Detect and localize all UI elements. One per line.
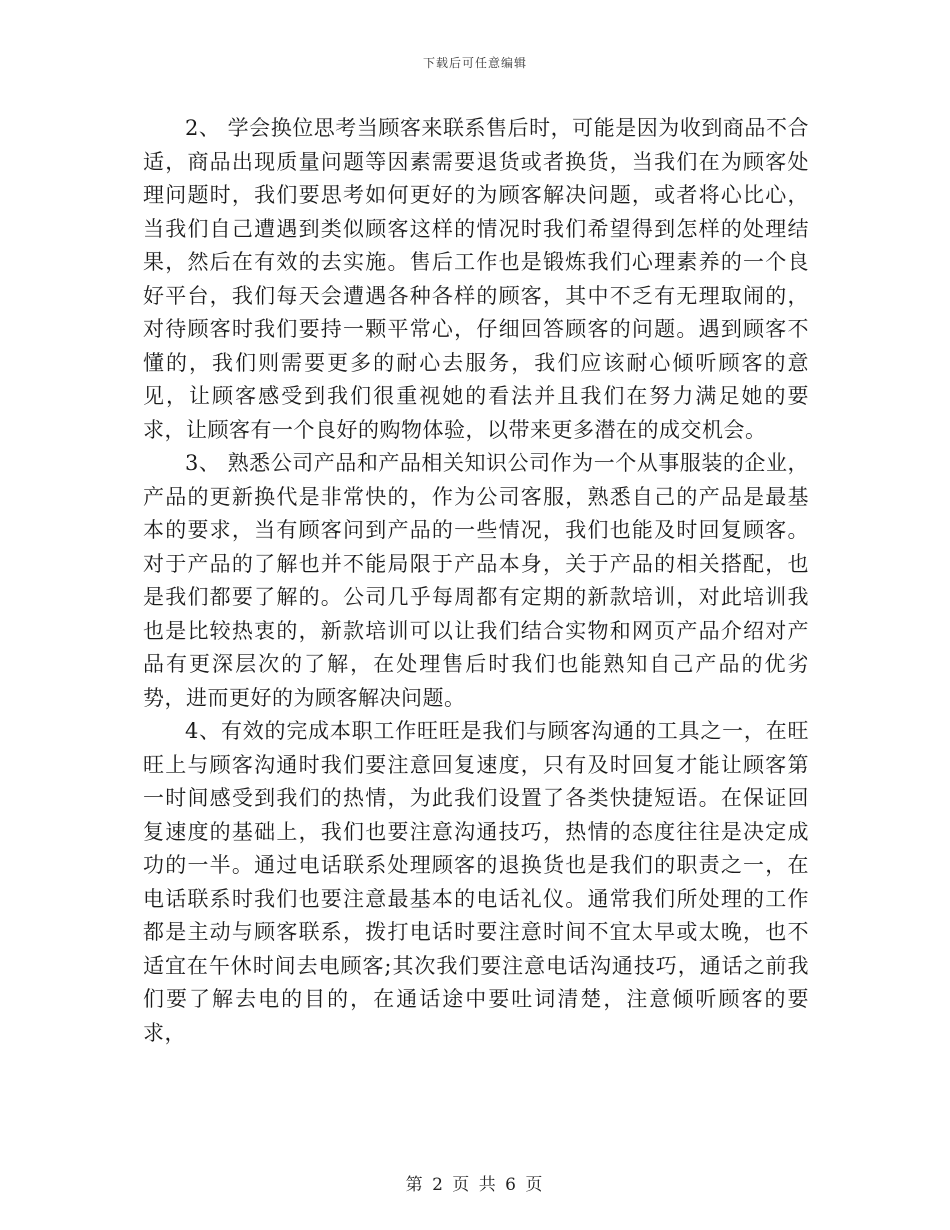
paragraph-4: 4、有效的完成本职工作旺旺是我们与顾客沟通的工具之一，在旺旺上与顾客沟通时我们要注意回复速度，只有及时回复才能让顾客第一时间感受到我们的热情，为此我们设置了各类快捷短语。在保证回复速度的基础上，我们也要注意沟通技巧，热情的态度往往是决定成功的一半。通过电话联系处理顾客的退换货也是我们的职责之一，在电话联系时我们也要注意最基本的电话礼仪。通常我们所处理的工作都是主动与顾客联系，拨打电话时要注意时间不宜太早或太晚，也不适宜在午休时间去电顾客;其次我们要注意电话沟通技巧，通话之前我们要了解去电的目的，在通话途中要吐词清楚，注意倾听顾客的要求，: [143, 719, 809, 1045]
page-number-footer: 第 2 页 共 6 页: [405, 1175, 545, 1195]
paragraph-3: 3、 熟悉公司产品和产品相关知识公司作为一个从事服装的企业，产品的更新换代是非常快的，作为公司客服，熟悉自己的产品是最基本的要求，当有顾客问到产品的一些情况，我们也能及时回复顾客。对于产品的了解也并不能局限于产品本身，关于产品的相关搭配，也是我们都要了解的。公司几乎每周都有定期的新款培训，对此培训我也是比较热衷的，新款培训可以让我们结合实物和网页产品介绍对产品有更深层次的了解，在处理售后时我们也能熟知自己产品的优劣势，进而更好的为顾客解决问题。: [143, 451, 809, 710]
document-body: [143, 112, 809, 1050]
paragraph-2: 2、 学会换位思考当顾客来联系售后时，可能是因为收到商品不合适，商品出现质量问题等因素需要退货或者换货，当我们在为顾客处理问题时，我们要思考如何更好的为顾客解决问题，或者将心比心，当我们自己遭遇到类似顾客这样的情况时我们希望得到怎样的处理结果，然后在有效的去实施。售后工作也是锻炼我们心理素养的一个良好平台，我们每天会遭遇各种各样的顾客，其中不乏有无理取闹的，对待顾客时我们要持一颗平常心，仔细回答顾客的问题。遇到顾客不懂的，我们则需要更多的耐心去服务，我们应该耐心倾听顾客的意见，让顾客感受到我们很重视她的看法并且我们在努力满足她的要求，让顾客有一个良好的购物体验，以带来更多潜在的成交机会。: [143, 116, 809, 442]
page-header: 下载后可任意编辑: [422, 56, 527, 70]
